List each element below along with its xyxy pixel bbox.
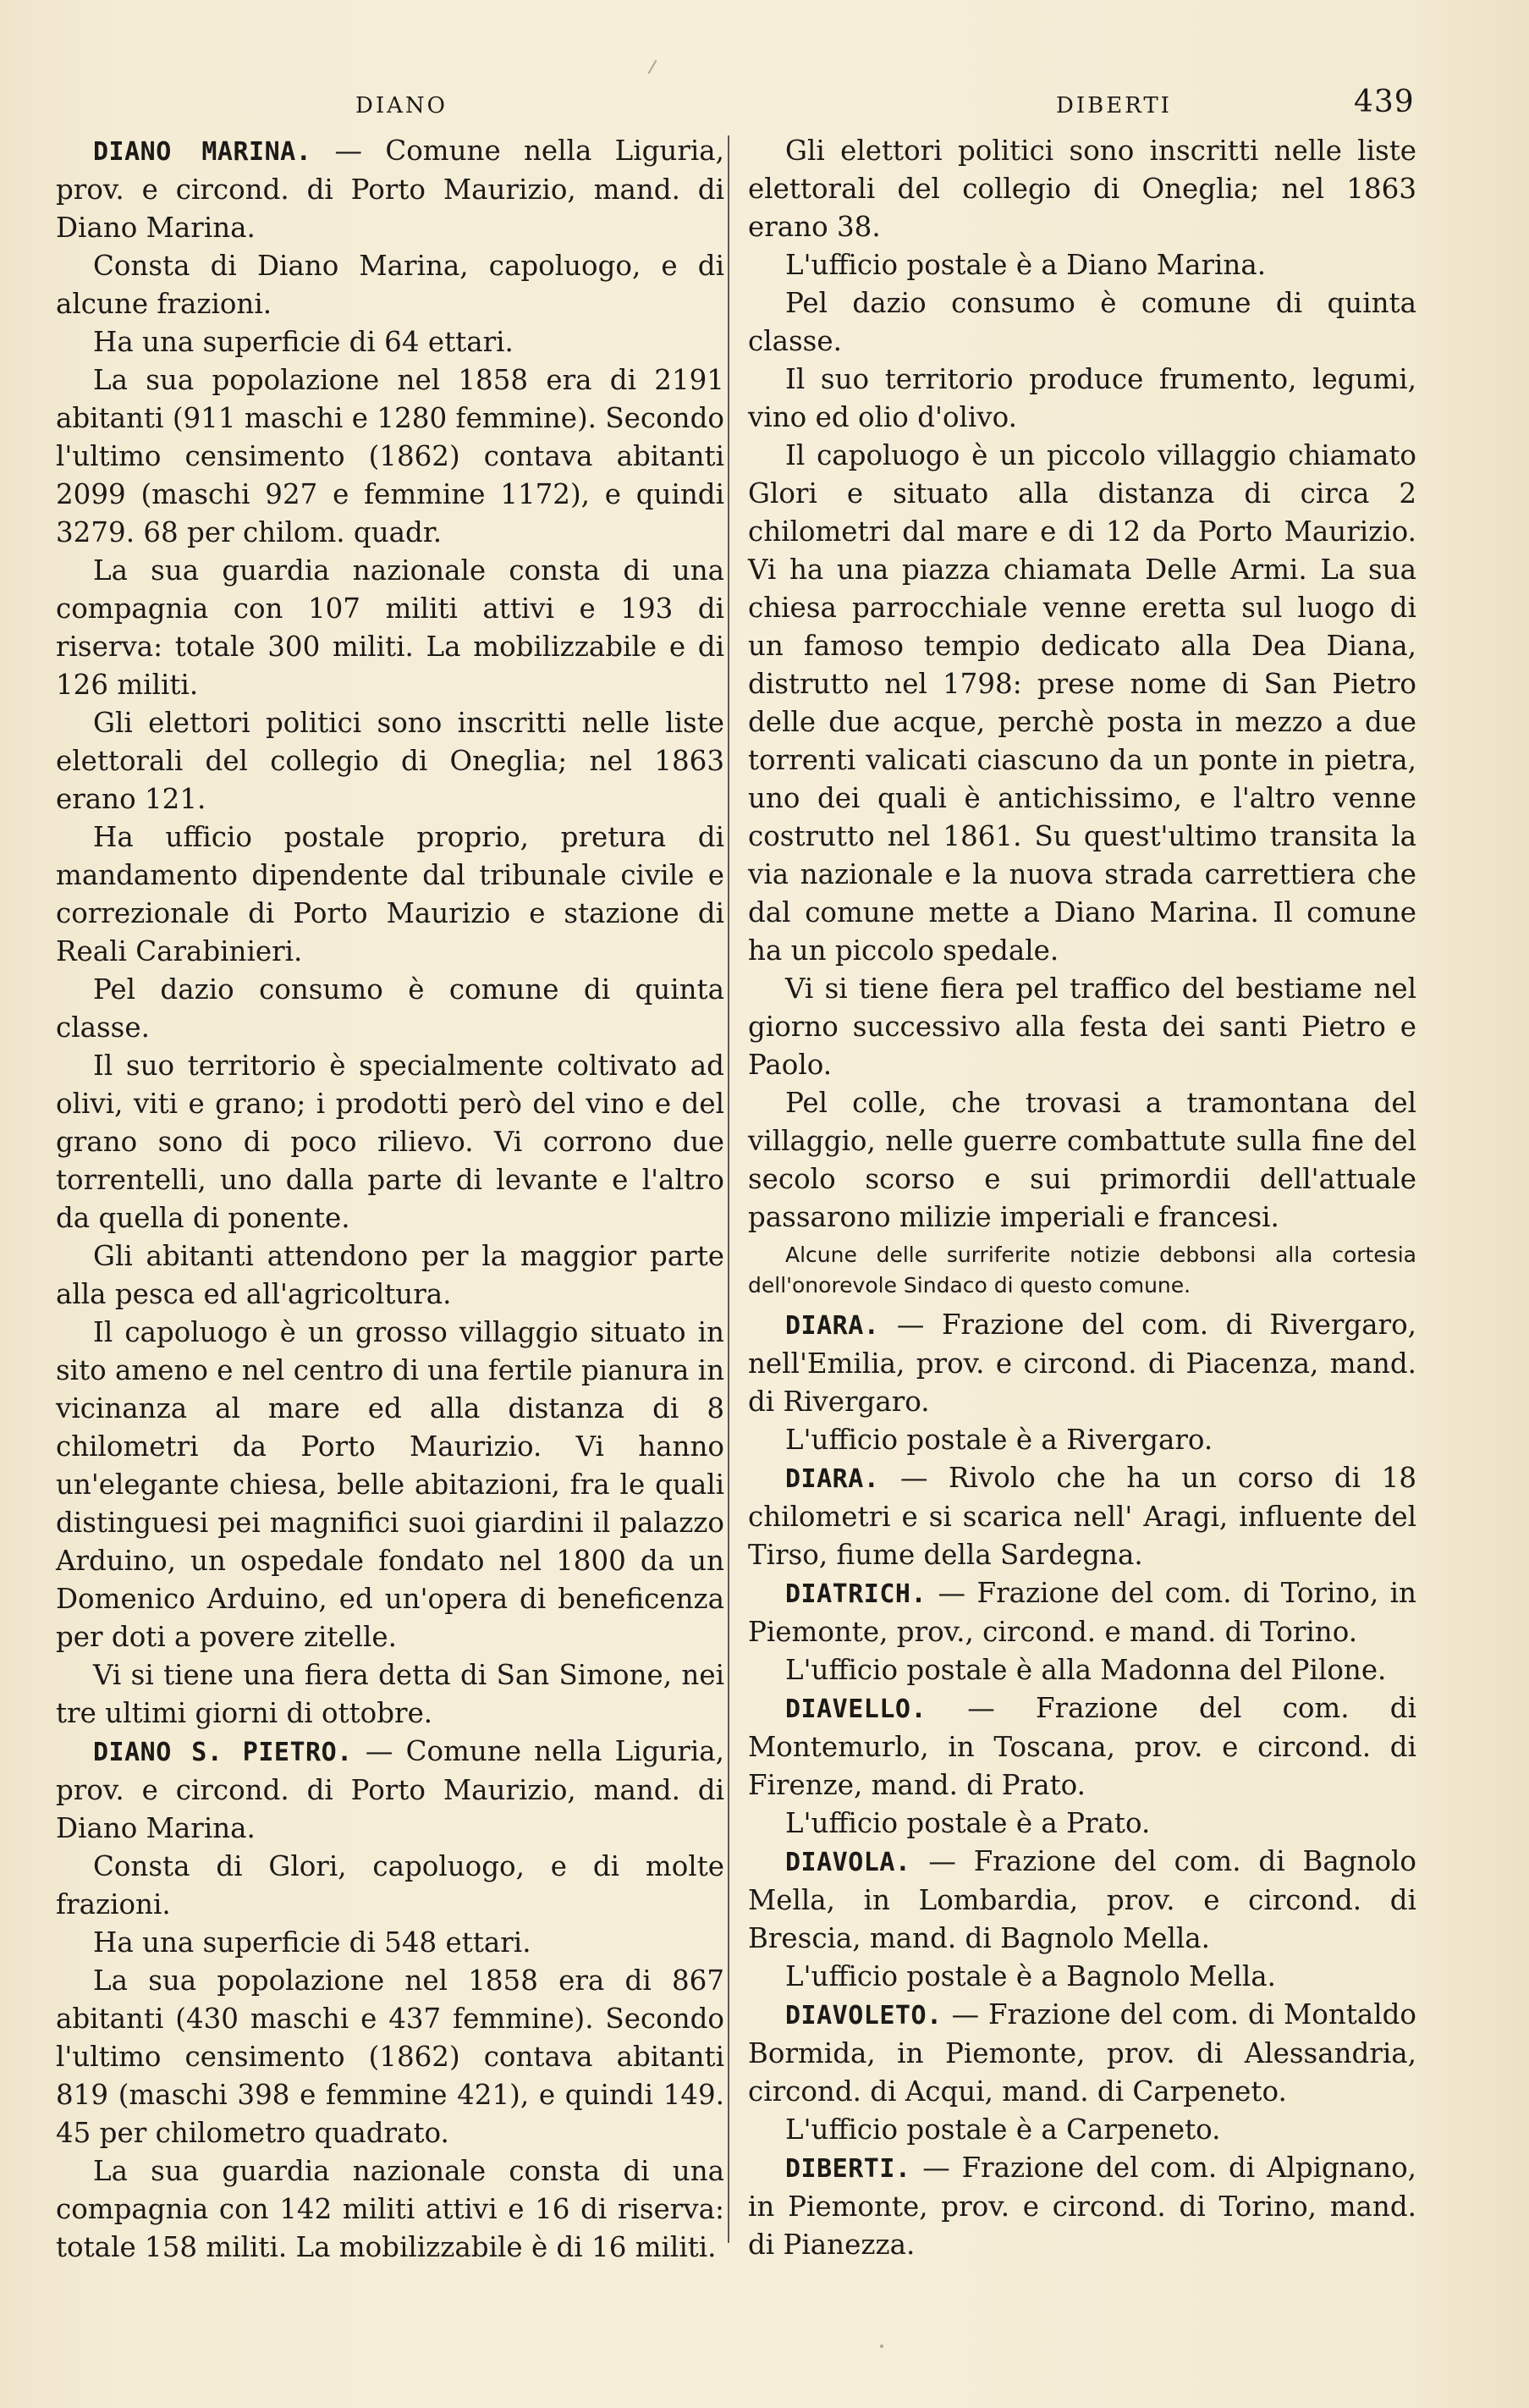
paper-mark xyxy=(648,60,657,74)
paragraph-text: — Comune nella Liguria, prov. e circond. di Porto Maurizio, mand. di Diano Marina. xyxy=(56,135,724,244)
left-column xyxy=(56,132,724,2267)
paragraph-text: L'ufficio postale è alla Madonna del Pilone. xyxy=(785,1654,1387,1686)
paragraph-text: Ha ufficio postale proprio, pretura di mandamento dipendente dal tribunale civile e correzionale di Porto Maurizio e stazione di Reali Carabinieri. xyxy=(56,821,724,967)
paragraph-text: — Frazione del com. di Montaldo Bormida, in Piemonte, prov. di Alessandria, circond. di Acqui, mand. di Carpeneto. xyxy=(748,1998,1416,2108)
paragraph-text: Il suo territorio produce frumento, legumi, vino ed olio d'olivo. xyxy=(748,363,1416,433)
entry-paragraph xyxy=(748,1689,1416,1805)
body-paragraph xyxy=(748,1421,1416,1459)
paragraph-text: — Rivolo che ha un corso di 18 chilometri e si scarica nell' Aragi, influente del Tirso, fiume della Sardegna. xyxy=(748,1462,1416,1571)
paragraph-text: Consta di Diano Marina, capoluogo, e di alcune frazioni. xyxy=(56,250,724,320)
paragraph-text: Vi si tiene fiera pel traffico del bestiame nel giorno successivo alla festa dei santi Pietro e Paolo. xyxy=(748,973,1416,1081)
entry-paragraph xyxy=(748,1996,1416,2111)
entry-paragraph xyxy=(748,2149,1416,2264)
entry-paragraph xyxy=(748,1574,1416,1651)
body-paragraph xyxy=(56,1962,724,2152)
paragraph-text: Pel dazio consumo è comune di quinta classe. xyxy=(56,973,724,1044)
paper-speck xyxy=(880,2345,883,2348)
paragraph-text: — Comune nella Liguria, prov. e circond. di Porto Maurizio, mand. di Diano Marina. xyxy=(56,1735,724,1844)
paragraph-text: L'ufficio postale è a Diano Marina. xyxy=(785,249,1267,281)
paragraph-text: Gli elettori politici sono inscritti nelle liste elettorali del collegio di Oneglia; nel 1863 erano 121. xyxy=(56,707,724,815)
entry-headword: DIAVOLA. xyxy=(785,1848,911,1877)
paragraph-text: L'ufficio postale è a Bagnolo Mella. xyxy=(785,1960,1277,1992)
body-paragraph xyxy=(56,2152,724,2267)
paragraph-text: Il suo territorio è specialmente coltivato ad olivi, viti e grano; i prodotti però del vino e del grano sono di poco rilievo. Vi corrono due torrentelli, uno dalla parte di levante e l'altro da quella di ponente. xyxy=(56,1050,724,1234)
body-paragraph xyxy=(748,1084,1416,1237)
body-paragraph xyxy=(748,132,1416,246)
entry-paragraph xyxy=(748,1459,1416,1574)
body-paragraph xyxy=(56,971,724,1047)
paragraph-text: Pel colle, che trovasi a tramontana del villaggio, nelle guerre combattute sulla fine del secolo scorso e sui primordii dell'attuale passarono milizie imperiali e francesi. xyxy=(748,1087,1416,1233)
paragraph-text: Alcune delle surriferite notizie debbonsi alla cortesia dell'onorevole Sindaco di questo comune. xyxy=(748,1243,1416,1298)
paragraph-text: La sua guardia nazionale consta di una compagnia con 107 militi attivi e 193 di riserva: totale 300 militi. La mobilizzabile e di 126 militi. xyxy=(56,554,724,701)
body-paragraph xyxy=(748,1651,1416,1689)
body-paragraph xyxy=(748,246,1416,284)
body-paragraph xyxy=(56,1924,724,1962)
body-paragraph xyxy=(748,284,1416,361)
column-divider xyxy=(728,135,729,2243)
entry-paragraph xyxy=(748,1306,1416,1421)
entry-headword: DIARA. xyxy=(785,1464,880,1494)
paragraph-text: Ha una superficie di 64 ettari. xyxy=(93,326,514,358)
entry-paragraph xyxy=(56,132,724,247)
page-number: 439 xyxy=(1354,85,1415,119)
entry-headword: DIBERTI. xyxy=(785,2154,911,2184)
entry-headword: DIANO MARINA. xyxy=(93,137,312,167)
paragraph-text: — Frazione del com. di Rivergaro, nell'Emilia, prov. e circond. di Piacenza, mand. di Rivergaro. xyxy=(748,1309,1416,1418)
paragraph-text: L'ufficio postale è a Carpeneto. xyxy=(785,2113,1221,2146)
body-paragraph xyxy=(56,323,724,361)
entry-paragraph xyxy=(56,1733,724,1848)
entry-headword: DIARA. xyxy=(785,1311,880,1341)
entry-headword: DIATRICH. xyxy=(785,1579,927,1609)
paragraph-text: La sua popolazione nel 1858 era di 867 abitanti (430 maschi e 437 femmine). Secondo l'ultimo censimento (1862) contava abitanti 819 (maschi 398 e femmine 421), e quindi 149. 45 per chilometro quadrato. xyxy=(56,1964,724,2149)
paragraph-text: Il capoluogo è un grosso villaggio situato in sito ameno e nel centro di una fertile pianura in vicinanza al mare ed alla distanza di 8 chilometri da Porto Maurizio. Vi hanno un'elegante chiesa, belle abitazioni, fra le quali distinguesi pei magnifici suoi giardini il palazzo Arduino, un ospedale fondato nel 1800 da un Domenico Arduino, ed un'opera di beneficenza per doti a povere zitelle. xyxy=(56,1316,724,1653)
body-paragraph xyxy=(748,970,1416,1084)
paragraph-text: — Frazione del com. di Montemurlo, in Toscana, prov. e circond. di Firenze, mand. di Prato. xyxy=(748,1692,1416,1801)
body-paragraph xyxy=(56,1656,724,1733)
body-paragraph xyxy=(56,361,724,552)
paragraph-text: — Frazione del com. di Bagnolo Mella, in Lombardia, prov. e circond. di Brescia, mand. di Bagnolo Mella. xyxy=(748,1845,1416,1954)
entry-headword: DIANO S. PIETRO. xyxy=(93,1738,353,1767)
body-paragraph xyxy=(56,1237,724,1314)
paragraph-text: La sua guardia nazionale consta di una compagnia con 142 militi attivi e 16 di riserva: totale 158 militi. La mobilizzabile è di 16 militi. xyxy=(56,2155,724,2263)
footnote xyxy=(748,1240,1416,1301)
paragraph-text: — Frazione del com. di Alpignano, in Piemonte, prov. e circond. di Torino, mand. di Pianezza. xyxy=(748,2152,1416,2261)
body-paragraph xyxy=(748,361,1416,437)
body-paragraph xyxy=(56,552,724,704)
paragraph-text: L'ufficio postale è a Prato. xyxy=(785,1807,1151,1839)
entry-headword: DIAVELLO. xyxy=(785,1694,927,1724)
body-paragraph xyxy=(56,247,724,323)
paragraph-text: Gli abitanti attendono per la maggior parte alla pesca ed all'agricoltura. xyxy=(56,1240,724,1310)
paragraph-text: Il capoluogo è un piccolo villaggio chiamato Glori e situato alla distanza di circa 2 chilometri dal mare e di 12 da Porto Maurizio. Vi ha una piazza chiamata Delle Armi. La sua chiesa parrocchiale venne eretta sul luogo di un famoso tempio dedicato alla Dea Diana, distrutto nel 1798: prese nome di San Pietro delle due acque, perchè posta in mezzo a due torrenti valicati ciascuno da un ponte in pietra, uno dei quali è antichissimo, e l'altro venne costrutto nel 1861. Su quest'ultimo transita la via nazionale e la nuova strada carrettiera che dal comune mette a Diano Marina. Il comune ha un piccolo spedale. xyxy=(748,439,1416,967)
body-paragraph xyxy=(56,1047,724,1237)
right-column xyxy=(748,132,1416,2264)
paragraph-text: La sua popolazione nel 1858 era di 2191 abitanti (911 maschi e 1280 femmine). Secondo l'ultimo censimento (1862) contava abitanti 2099 (maschi 927 e femmine 1172), e quindi 3279. 68 per chilom. quadr. xyxy=(56,364,724,548)
running-header-right: DIBERTI xyxy=(1056,93,1172,118)
running-header-left: DIANO xyxy=(355,93,448,118)
paragraph-text: Ha una superficie di 548 ettari. xyxy=(93,1926,531,1959)
body-paragraph xyxy=(748,1958,1416,1996)
body-paragraph xyxy=(56,1314,724,1656)
body-paragraph xyxy=(748,2111,1416,2149)
paragraph-text: L'ufficio postale è a Rivergaro. xyxy=(785,1424,1213,1456)
paragraph-text: Consta di Glori, capoluogo, e di molte frazioni. xyxy=(56,1850,724,1920)
entry-headword: DIAVOLETO. xyxy=(785,2001,943,2031)
body-paragraph xyxy=(56,818,724,971)
entry-paragraph xyxy=(748,1843,1416,1958)
paragraph-text: Vi si tiene una fiera detta di San Simone, nei tre ultimi giorni di ottobre. xyxy=(56,1659,724,1729)
body-paragraph xyxy=(56,704,724,818)
paragraph-text: — Frazione del com. di Torino, in Piemonte, prov., circond. e mand. di Torino. xyxy=(748,1577,1416,1648)
body-paragraph xyxy=(748,437,1416,970)
paragraph-text: Gli elettori politici sono inscritti nelle liste elettorali del collegio di Oneglia; nel 1863 erano 38. xyxy=(748,135,1416,243)
body-paragraph xyxy=(748,1805,1416,1843)
body-paragraph xyxy=(56,1848,724,1924)
paragraph-text: Pel dazio consumo è comune di quinta classe. xyxy=(748,287,1416,357)
